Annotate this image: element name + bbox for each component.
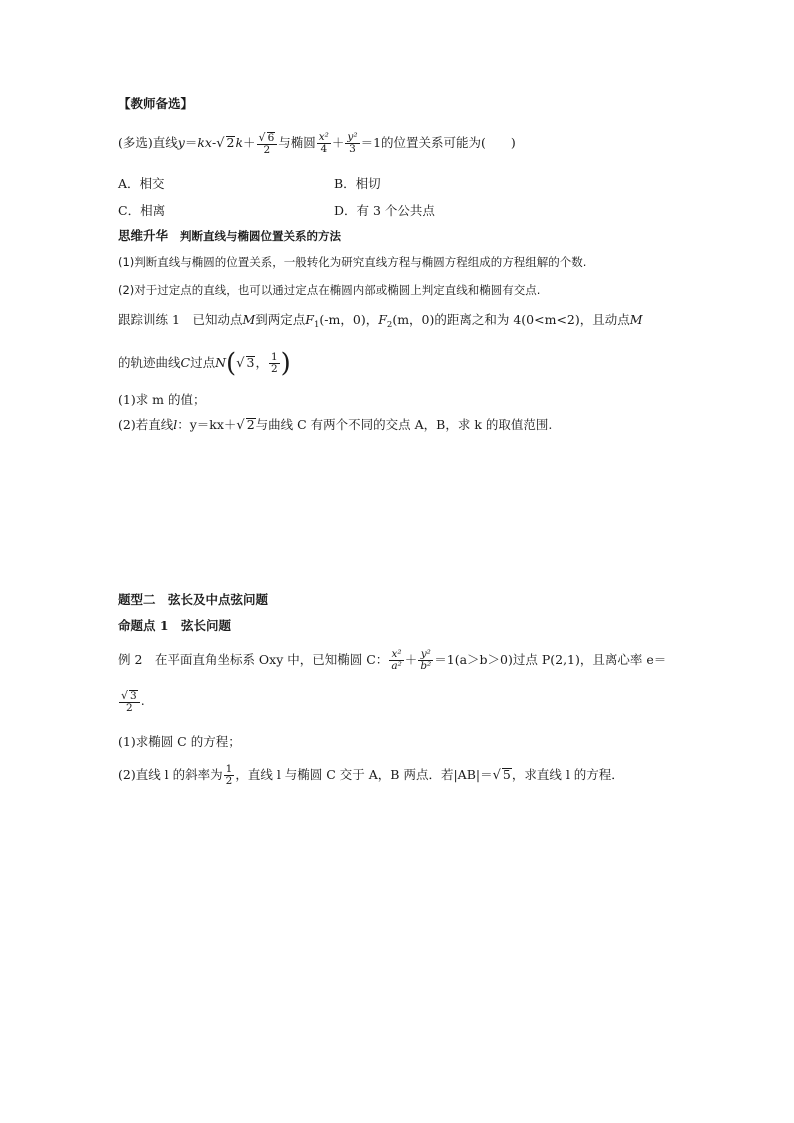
math-numerator: x² (318, 131, 329, 143)
training-line-1 (118, 312, 643, 333)
math-radicand: 2 (246, 417, 255, 432)
math-radicand: 5 (502, 767, 511, 782)
fraction-x2-over-a2 (389, 649, 403, 672)
math-var: F (305, 312, 314, 327)
math-denominator: 4 (317, 143, 331, 155)
sublimation-point-1: (1)判断直线与椭圆的位置关系，一般转化为研究直线方程与椭圆方程组成的方程组解的个数. (118, 255, 587, 269)
training-text: 到两定点 (255, 312, 306, 327)
sublimation-heading (118, 228, 341, 244)
example2-line-1 (118, 645, 666, 675)
training-q2 (118, 417, 552, 434)
math-numerator: x² (391, 648, 402, 660)
fraction-x2-over-4 (317, 132, 331, 155)
right-paren: ) (280, 348, 291, 379)
sqrt-symbol: √ (216, 136, 225, 151)
option-b: B．相切 (334, 176, 381, 191)
math-comma: ， (255, 355, 268, 370)
option-d: D．有 3 个公共点 (334, 203, 435, 218)
example-text: ，求直线 l 的方程． (511, 767, 624, 782)
math-denominator: 2 (257, 144, 278, 156)
fraction-1-over-2 (224, 764, 235, 787)
fraction-1-over-2 (269, 352, 280, 375)
math-op: ＝ (184, 135, 198, 150)
sqrt-symbol: √ (258, 130, 266, 144)
math-denominator: 2 (225, 775, 233, 787)
math-numerator: 1 (270, 351, 278, 363)
sublimation-subtitle: 判断直线与椭圆位置关系的方法 (180, 229, 341, 243)
training-line-2 (118, 348, 291, 379)
training-text: 与曲线 C 有两个不同的交点 A，B，求 k 的取值范围. (255, 417, 553, 432)
example-text: (2)直线 l 的斜率为 (118, 767, 223, 782)
math-var: k (235, 135, 244, 150)
sqrt-symbol: √ (492, 768, 501, 783)
math-numerator: y² (420, 648, 431, 660)
math-op: ＋ (243, 135, 256, 150)
math-op: ＋ (404, 652, 418, 667)
math-subscript: 2 (386, 320, 393, 330)
training-text: (m，0)的距离之和为 4(0<m<2)，且动点 (392, 312, 630, 327)
question-text: ＝1的位置关系可能为( ) (360, 135, 516, 150)
math-op: - (211, 135, 217, 150)
math-denominator: a² (391, 660, 402, 672)
sqrt-symbol: √ (121, 688, 129, 702)
training-text: 的轨迹曲线 (118, 355, 181, 370)
left-paren: ( (226, 348, 237, 379)
math-var: C (180, 355, 191, 370)
example-text: 在平面直角坐标系 Oxy 中，已知椭圆 C： (154, 652, 389, 667)
section2-point1: 命题点 1 弦长问题 (118, 618, 232, 633)
math-var: F (378, 312, 387, 327)
math-op: . (140, 693, 145, 708)
math-op: ＋ (331, 135, 345, 150)
math-denominator: b² (420, 660, 432, 672)
math-radicand: 3 (130, 689, 137, 702)
training-q1: (1)求 m 的值； (118, 392, 206, 407)
training-text: 过点 (190, 355, 216, 370)
section2-title: 题型二 弦长及中点弦问题 (118, 592, 269, 607)
training-text: (-m，0)， (319, 312, 379, 327)
sqrt-symbol: √ (236, 418, 245, 433)
fraction-y2-over-b2 (418, 649, 433, 672)
question-text: 与椭圆 (278, 135, 316, 150)
option-a: A．相交 (118, 176, 165, 191)
math-radicand: 3 (246, 355, 255, 370)
math-denominator: 3 (345, 143, 359, 155)
math-var: y (177, 135, 185, 150)
math-var: kx (197, 135, 212, 150)
example2-label: 例 2 (118, 652, 143, 667)
math-var: N (215, 355, 227, 370)
sublimation-point-2: (2)对于过定点的直线，也可以通过定点在椭圆内部或椭圆上判定直线和椭圆有交点. (118, 283, 541, 297)
math-radicand: 6 (267, 131, 275, 144)
sublimation-title: 思维升华 (118, 228, 169, 243)
training-text: (2)若直线 (118, 417, 174, 432)
math-denominator: 2 (119, 702, 140, 714)
example2-q1: (1)求椭圆 C 的方程； (118, 734, 241, 749)
math-var: l (173, 417, 178, 432)
math-var: M (629, 312, 643, 327)
example-text: ＝1(a＞b＞0)过点 P(2,1)，且离心率 e＝ (434, 652, 667, 667)
math-numerator: y² (347, 131, 358, 143)
sqrt-symbol: √ (236, 356, 245, 371)
option-c: C．相离 (118, 203, 166, 218)
example2-q2 (118, 760, 624, 791)
math-denominator: 2 (270, 363, 278, 375)
example2-line-2 (118, 684, 145, 718)
teacher-pick-question (118, 128, 516, 159)
training-label: 跟踪训练 1 (118, 312, 180, 327)
training-text: 已知动点 (192, 312, 243, 327)
math-subscript: 1 (313, 320, 320, 330)
math-radicand: 2 (226, 135, 235, 150)
fraction-sqrt6-over-2 (257, 132, 278, 156)
fraction-y2-over-3 (345, 132, 359, 155)
math-numerator: 1 (225, 763, 233, 775)
teacher-pick-heading: 【教师备选】 (118, 96, 194, 111)
example-text: ，直线 l 与椭圆 C 交于 A，B 两点．若|AB|＝ (235, 767, 493, 782)
question-prefix: (多选)直线 (118, 135, 178, 150)
training-text: ：y＝kx＋ (177, 417, 237, 432)
math-var: M (242, 312, 256, 327)
fraction-sqrt3-over-2 (119, 690, 140, 714)
